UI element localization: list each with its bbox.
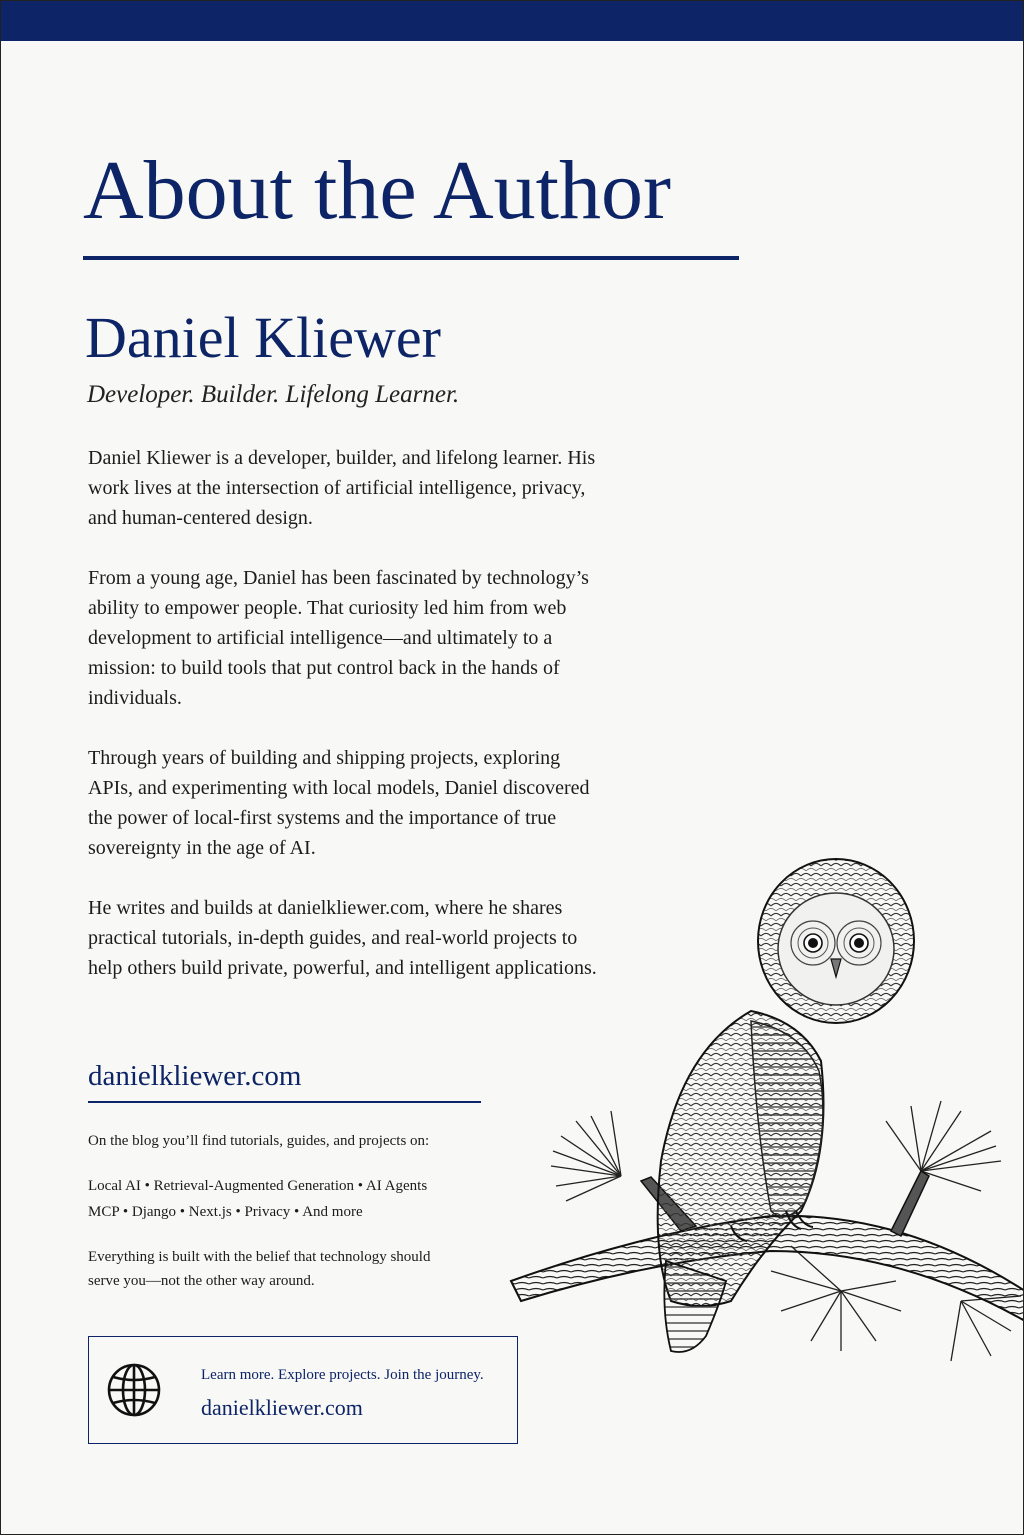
title-divider bbox=[83, 256, 739, 260]
bio-paragraph: Through years of building and shipping projects, exploring APIs, and experimenting with local models, Daniel discovered the power of local-first systems and the importance of true sovereignty in the age of AI. bbox=[88, 747, 590, 859]
bio-paragraph: He writes and builds at danielkliewer.com, where he shares practical tutorials, in-depth guides, and real-world projects to help others build private, powerful, and intelligent applications. bbox=[88, 897, 597, 979]
author-tagline: Developer. Builder. Lifelong Learner. bbox=[87, 381, 460, 408]
cta-box[interactable] bbox=[88, 1336, 518, 1444]
owl-illustration bbox=[501, 831, 1024, 1391]
author-name: Daniel Kliewer bbox=[85, 305, 441, 370]
page-title: About the Author bbox=[83, 144, 671, 237]
cta-website-link[interactable]: danielkliewer.com bbox=[201, 1395, 363, 1420]
top-accent-bar bbox=[1, 1, 1023, 41]
website-divider bbox=[88, 1101, 481, 1103]
blog-topics-line: Local AI • Retrieval-Augmented Generation • AI Agents bbox=[88, 1178, 428, 1194]
globe-icon bbox=[105, 1361, 163, 1419]
blog-intro: On the blog you’ll find tutorials, guides, and projects on: bbox=[88, 1133, 430, 1149]
cta-tagline: Learn more. Explore projects. Join the journey. bbox=[201, 1367, 484, 1383]
blog-topics-line: MCP • Django • Next.js • Privacy • And more bbox=[88, 1204, 363, 1220]
bio-paragraph: Daniel Kliewer is a developer, builder, and lifelong learner. His work lives at the intersection of artificial intelligence, privacy, and human-centered design. bbox=[88, 447, 596, 529]
bio-paragraph: From a young age, Daniel has been fascinated by technology’s ability to empower people. That curiosity led him from web development to artificial intelligence—and ultimately to a mission: to build tools that put control back in the hands of individuals. bbox=[88, 567, 589, 709]
blog-belief: Everything is built with the belief that technology should serve you—not the other way around. bbox=[88, 1249, 431, 1289]
website-link[interactable]: danielkliewer.com bbox=[88, 1060, 302, 1092]
